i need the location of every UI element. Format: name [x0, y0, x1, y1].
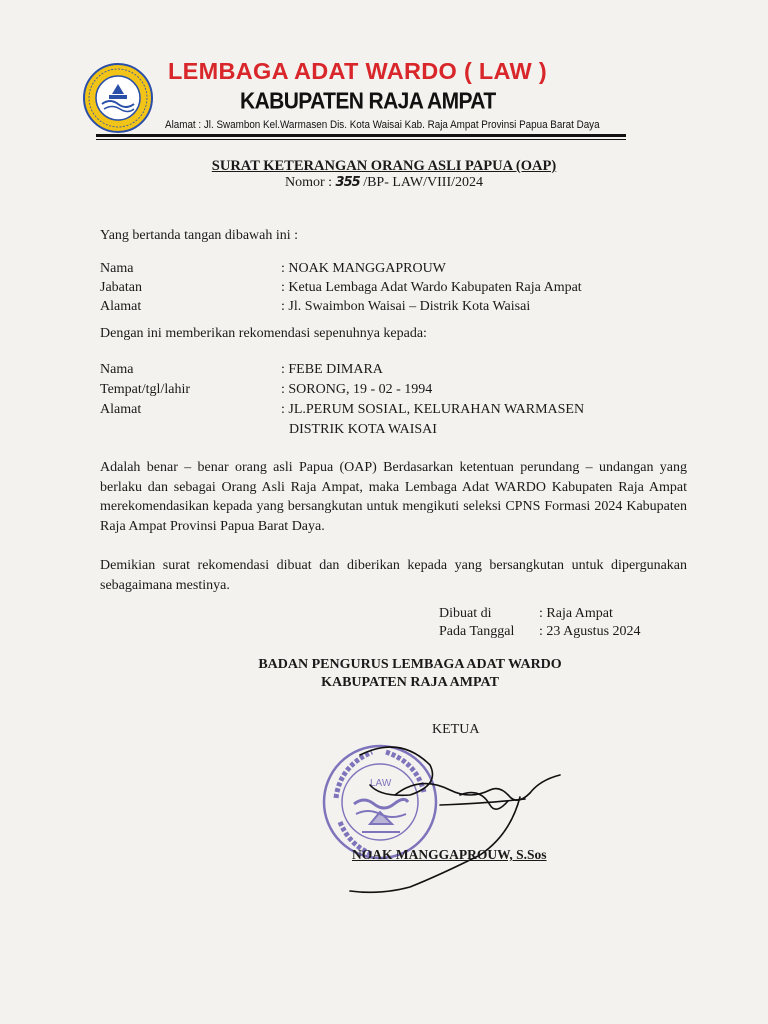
- signer-role: KETUA: [432, 722, 480, 737]
- organization-address: Alamat : Jl. Swambon Kel.Warmasen Dis. Kota Waisai Kab. Raja Ampat Provinsi Papua Barat Daya: [165, 119, 600, 131]
- intro-text: Yang bertanda tangan dibawah ini :: [100, 228, 299, 243]
- place-label: Dibuat di: [439, 606, 492, 621]
- organization-regency: KABUPATEN RAJA AMPAT: [240, 89, 496, 114]
- document-number-prefix: Nomor :: [284, 175, 336, 190]
- recipient-birth-value: : SORONG, 19 - 02 - 1994: [281, 382, 433, 397]
- document-number: [0, 175, 768, 191]
- document-title: SURAT KETERANGAN ORANG ASLI PAPUA (OAP): [211, 158, 557, 174]
- recipient-address-value-1: : JL.PERUM SOSIAL, KELURAHAN WARMASEN: [281, 402, 585, 417]
- organization-name: LEMBAGA ADAT WARDO ( LAW ): [168, 58, 547, 84]
- recipient-address-label: Alamat: [100, 402, 142, 417]
- board-line-1: BADAN PENGURUS LEMBAGA ADAT WARDO: [258, 657, 562, 672]
- svg-text:LAW: LAW: [370, 778, 392, 789]
- signatory-position-label: Jabatan: [100, 280, 142, 295]
- recipient-name-value: : FEBE DIMARA: [281, 362, 383, 377]
- recipient-address-value-2: DISTRIK KOTA WAISAI: [289, 422, 437, 437]
- document-number-handwritten: 355: [335, 175, 360, 190]
- letterhead-rule-thin: [96, 139, 626, 140]
- letterhead-rule-thick: [96, 134, 626, 137]
- recommend-intro-text: Dengan ini memberikan rekomendasi sepenuhnya kepada:: [100, 326, 427, 341]
- document-number-suffix: /BP- LAW/VIII/2024: [359, 175, 483, 190]
- signatory-name-label: Nama: [100, 261, 134, 276]
- closing-paragraph: Demikian surat rekomendasi dibuat dan diberikan kepada yang bersangkutan untuk dipergunakan sebagaimana mestinya.: [100, 558, 687, 593]
- signatory-address-value: : Jl. Swaimbon Waisai – Distrik Kota Waisai: [281, 299, 531, 314]
- organization-logo-icon: [82, 62, 154, 134]
- recipient-name-label: Nama: [100, 362, 134, 377]
- signatory-address-label: Alamat: [100, 299, 142, 314]
- date-value: : 23 Agustus 2024: [539, 624, 641, 639]
- date-label: Pada Tanggal: [439, 624, 515, 639]
- handwritten-signature-icon: [340, 735, 580, 895]
- place-value: : Raja Ampat: [539, 606, 613, 621]
- signatory-position-value: : Ketua Lembaga Adat Wardo Kabupaten Raja Ampat: [281, 280, 582, 295]
- signatory-name-value: : NOAK MANGGAPROUW: [281, 261, 446, 276]
- board-line-2: KABUPATEN RAJA AMPAT: [321, 675, 499, 690]
- recipient-birth-label: Tempat/tgl/lahir: [100, 382, 190, 397]
- signer-name: NOAK MANGGAPROUW, S.Sos: [352, 847, 547, 862]
- body-paragraph: Adalah benar – benar orang asli Papua (OAP) Berdasarkan ketentuan perundang – undangan yang berlaku dan sebagai Orang Asli Raja Ampat, maka Lembaga Adat WARDO Kabupaten Raja Ampat merekomendasikan kepada yang bersangkutan untuk mengikuti seleksi CPNS Formasi 2024 Kabupaten Raja Ampat Provinsi Papua Barat Daya.: [100, 460, 687, 534]
